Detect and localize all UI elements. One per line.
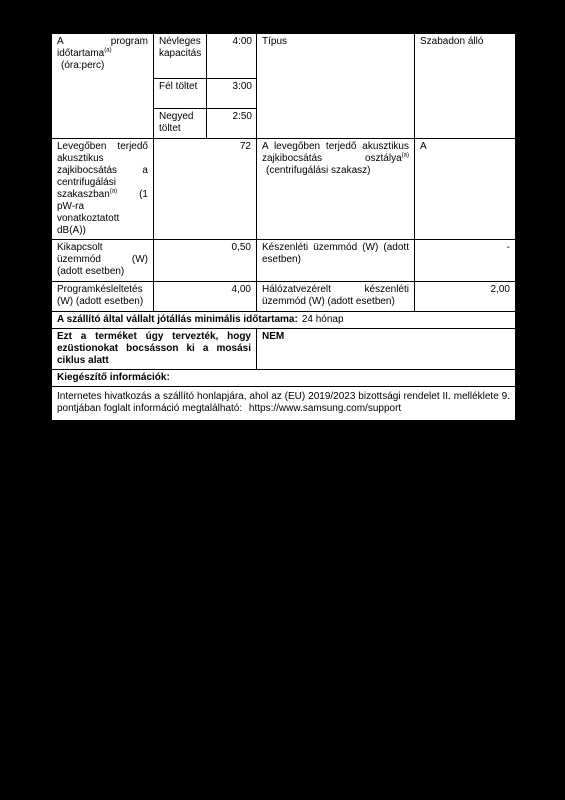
delay-start-value: 4,00 xyxy=(154,282,257,312)
extra-info-text: Internetes hivatkozás a szállító honlapjára, ahol az (EU) 2019/2023 bizottsági rendelet II. melléklete 9. pontjában foglalt információ megtalálható: xyxy=(57,391,510,414)
noise-class-label xyxy=(257,139,415,240)
warranty-label: A szállító által vállalt jótállás minimális időtartama: xyxy=(57,314,298,325)
table-row xyxy=(154,78,257,108)
noise-unit: (1 pW-ra vonatkoztatott dB(A)) xyxy=(57,189,148,236)
row-noise xyxy=(52,139,516,240)
network-standby-value: 2,00 xyxy=(415,282,516,312)
row-program-duration xyxy=(52,34,516,139)
row-eco-design xyxy=(52,329,516,370)
row-delay-start xyxy=(52,282,516,312)
off-mode-label: Kikapcsolt üzemmód (W) (adott esetben) xyxy=(52,240,154,282)
quarter-load-label: Negyed töltet xyxy=(154,108,206,138)
noise-value: 72 xyxy=(154,139,257,240)
extra-info-heading: Kiegészítő információk: xyxy=(52,370,516,387)
standby-value: - xyxy=(415,240,516,282)
noise-sup: (a) xyxy=(109,188,118,195)
program-duration-unit: (óra:perc) xyxy=(61,60,105,71)
energy-info-sheet xyxy=(51,33,515,421)
table-row xyxy=(154,34,257,78)
row-off-mode xyxy=(52,240,516,282)
row-extra-text xyxy=(52,387,516,421)
program-duration-sup: (a) xyxy=(104,47,112,54)
silver-ion-value: NEM xyxy=(257,329,516,370)
rated-capacity-value: 4:00 xyxy=(206,34,257,78)
delay-start-label: Programkésleltetés (W) (adott esetben) xyxy=(52,282,154,312)
warranty-value: 24 hónap xyxy=(301,314,344,325)
quarter-load-value: 2:50 xyxy=(232,110,252,122)
noise-class-text: A levegőben terjedő akusztikus zajkibocsátás osztálya xyxy=(262,141,409,164)
noise-class-sup: (a) xyxy=(401,152,409,159)
extra-info-cell xyxy=(52,387,516,421)
off-mode-value: 0,50 xyxy=(154,240,257,282)
noise-class-suffix: (centrifugálási szakasz) xyxy=(266,165,371,176)
type-label: Típus xyxy=(257,34,415,139)
half-load-label: Fél töltet xyxy=(154,78,206,108)
noise-label xyxy=(52,139,154,240)
noise-class-value: A xyxy=(415,139,516,240)
support-link[interactable]: https://www.samsung.com/support xyxy=(248,403,402,414)
program-duration-subtable-cell xyxy=(154,34,257,139)
noise-text: Levegőben terjedő akusztikus zajkibocsátás a centrifugálási szakaszban xyxy=(57,141,148,200)
rated-capacity-label: Névleges kapacitás xyxy=(154,34,206,78)
silver-ion-label: Ezt a terméket úgy tervezték, hogy ezüstionokat bocsásson ki a mosási ciklus alatt xyxy=(52,329,257,370)
half-load-value: 3:00 xyxy=(206,78,257,108)
type-value: Szabadon álló xyxy=(415,34,516,139)
network-standby-label: Hálózatvezérelt készenléti üzemmód (W) (adott esetben) xyxy=(257,282,415,312)
row-extra-heading xyxy=(52,370,516,387)
program-duration-subtable xyxy=(154,34,257,138)
table-row xyxy=(154,108,257,138)
product-info-table xyxy=(51,33,516,421)
warranty-cell xyxy=(52,312,516,329)
program-duration-label xyxy=(52,34,154,139)
row-warranty xyxy=(52,312,516,329)
standby-label: Készenléti üzemmód (W) (adott esetben) xyxy=(257,240,415,282)
program-duration-text: A program időtartama xyxy=(57,36,148,59)
